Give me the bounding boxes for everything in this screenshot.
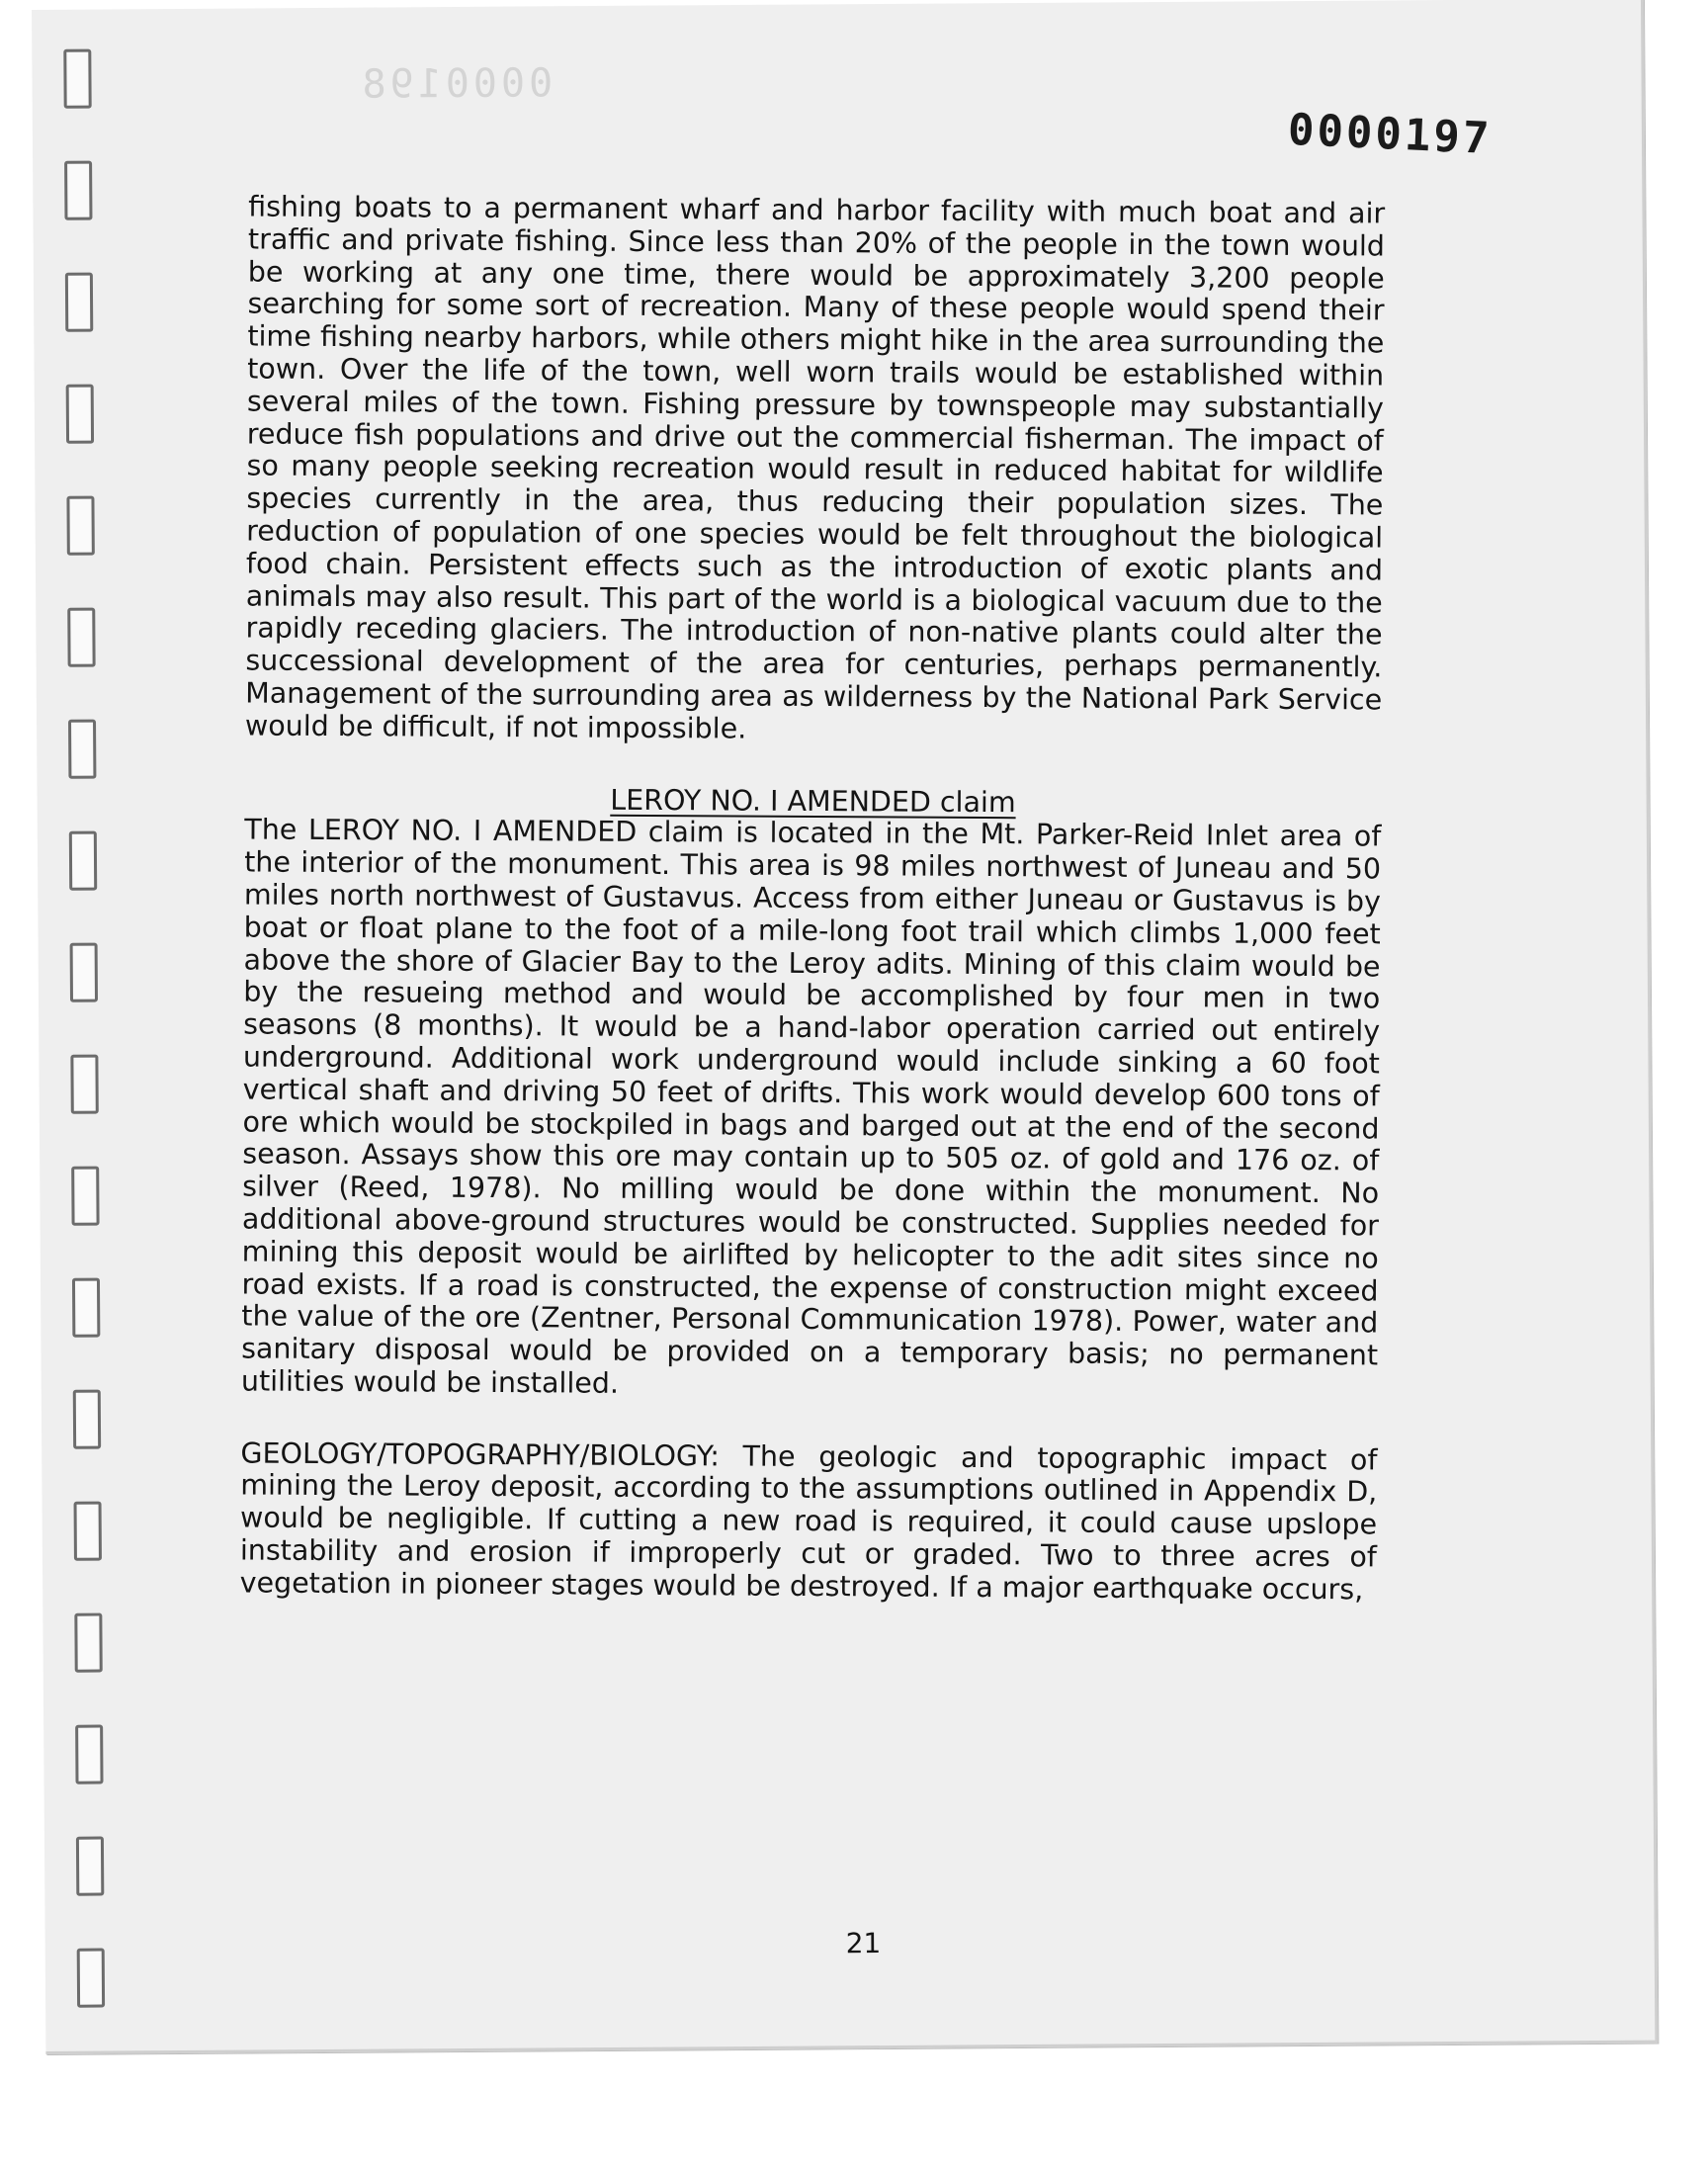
- punch-hole: [64, 161, 92, 220]
- punch-hole: [65, 273, 93, 332]
- punch-hole: [71, 1167, 99, 1226]
- punch-hole: [73, 1390, 101, 1449]
- punch-hole: [70, 1055, 98, 1114]
- document-stamp-number: 0000197: [1286, 104, 1494, 165]
- punch-hole: [69, 831, 97, 891]
- punch-hole: [63, 49, 91, 109]
- punch-hole: [74, 1502, 102, 1561]
- document-page: [32, 0, 1658, 2054]
- section-heading-text: LEROY NO. I AMENDED claim: [610, 783, 1016, 819]
- punch-hole: [66, 385, 94, 444]
- punch-hole: [75, 1725, 103, 1784]
- body-paragraph: GEOLOGY/TOPOGRAPHY/BIOLOGY: The geologic and topographic impact of mining the Leroy deposit, according to the assumptions outlined in Appendix D, would be negligible. If cutting a new road is required, it could cause upslope instability and erosion if improperly cut or graded. Two to three acres of vegetation in pioneer stages would be destroyed. If a major earthquake occurs,: [239, 1436, 1378, 1607]
- document-body: [240, 191, 1386, 1607]
- punch-hole: [76, 1837, 104, 1896]
- punch-hole: [67, 608, 95, 667]
- page-number: 21: [845, 1927, 882, 1960]
- body-paragraph: fishing boats to a permanent wharf and harbor facility with much boat and air traffic and private fishing. Since less than 20% of the people in the town would be working at any one time, there would be approximately 3,200 people searching for some sort of recreation. Many of these people would spend their time fishing nearby harbors, while others might hike in the area surrounding the town. Over the life of the town, well worn trails would be established within several miles of the town. Fishing pressure by townspeople may substantially reduce fish populations and drive out the commercial fisherman. The impact of so many people seeking recreation would result in reduced habitat for wildlife species currently in the area, thus reducing their population sizes. The reduction of population of one species would be felt throughout the biological food chain. Persistent effects such as the introduction of exotic plants and animals may also result. This part of the world is a biological vacuum due to the rapidly receding glaciers. The introduction of non-native plants could alter the successional development of the area for centuries, perhaps permanently. Management of the surrounding area as wilderness by the National Park Service would be difficult, if not impossible.: [244, 190, 1386, 745]
- punch-hole: [70, 943, 98, 1002]
- punch-holes: [63, 49, 105, 2017]
- punch-hole: [74, 1613, 102, 1673]
- punch-hole: [66, 496, 94, 556]
- punch-hole: [72, 1278, 100, 1338]
- body-paragraph: The LEROY NO. I AMENDED claim is located in the Mt. Parker-Reid Inlet area of the interior of the monument. This area is 98 miles northwest of Juneau and 50 miles north northwest of Gustavus. Access from either Juneau or Gustavus is by boat or float plane to the foot of a mile-long foot trail which climbs 1,000 feet above the shore of Glacier Bay to the Leroy adits. Mining of this claim would be by the resueing method and would be accomplished by four men in two seasons (8 months). It would be a hand-labor operation carried out entirely underground. Additional work underground would include sinking a 60 foot vertical shaft and driving 50 feet of drifts. This work would develop 600 tons of ore which would be stockpiled in bags and barged out at the end of the second season. Assays show this ore may contain up to 505 oz. of gold and 176 oz. of silver (Reed, 1978). No milling would be done within the monument. No additional above-ground structures would be constructed. Supplies needed for mining this deposit would be airlifted by helicopter to the adit sites since no road exists. If a road is constructed, the expense of construction might exceed the value of the ore (Zentner, Personal Communication 1978). Power, water and sanitary disposal would be provided on a temporary basis; no permanent utilities would be installed.: [240, 813, 1382, 1400]
- punch-hole: [68, 720, 96, 779]
- punch-hole: [77, 1949, 105, 2008]
- ghost-stamp-number: 0000198: [358, 60, 554, 108]
